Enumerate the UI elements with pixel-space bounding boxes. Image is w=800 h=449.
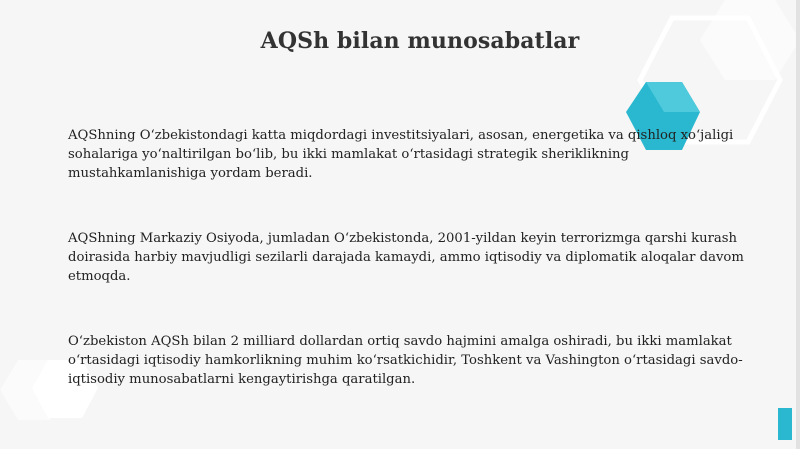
accent-bar bbox=[778, 408, 792, 440]
paragraph-investments: AQShning O‘zbekistondagi katta miqdordagi investitsiyalari, asosan, energetika va qishloq xo‘jaligi sohalariga yo‘naltirilgan bo‘lib, bu ikki mamlakat o‘rtasidagi strategik sheriklikning mustahkamlanishiga yordam beradi. bbox=[68, 128, 734, 181]
paragraph-trade-volume: O‘zbekiston AQSh bilan 2 milliard dollardan ortiq savdo hajmini amalga oshiradi, bu ikki mamlakat o‘rtasidagi iqtisodiy hamkorlikning muhim ko‘rsatkichidir, Toshkent va Vashington o‘rtasidagi savdo-iqtisodiy munosabatlarni kengaytirishga qaratilgan. bbox=[68, 334, 743, 387]
slide-title: AQSh bilan munosabatlar bbox=[260, 28, 580, 54]
slide-right-edge bbox=[796, 0, 800, 449]
paragraph-military-presence: AQShning Markaziy Osiyoda, jumladan O‘zbekistonda, 2001-yildan keyin terrorizmga qarshi kurash doirasida harbiy mavjudligi sezilarli darajada kamaydi, ammo iqtisodiy va diplomatik aloqalar davom etmoqda. bbox=[68, 231, 744, 284]
